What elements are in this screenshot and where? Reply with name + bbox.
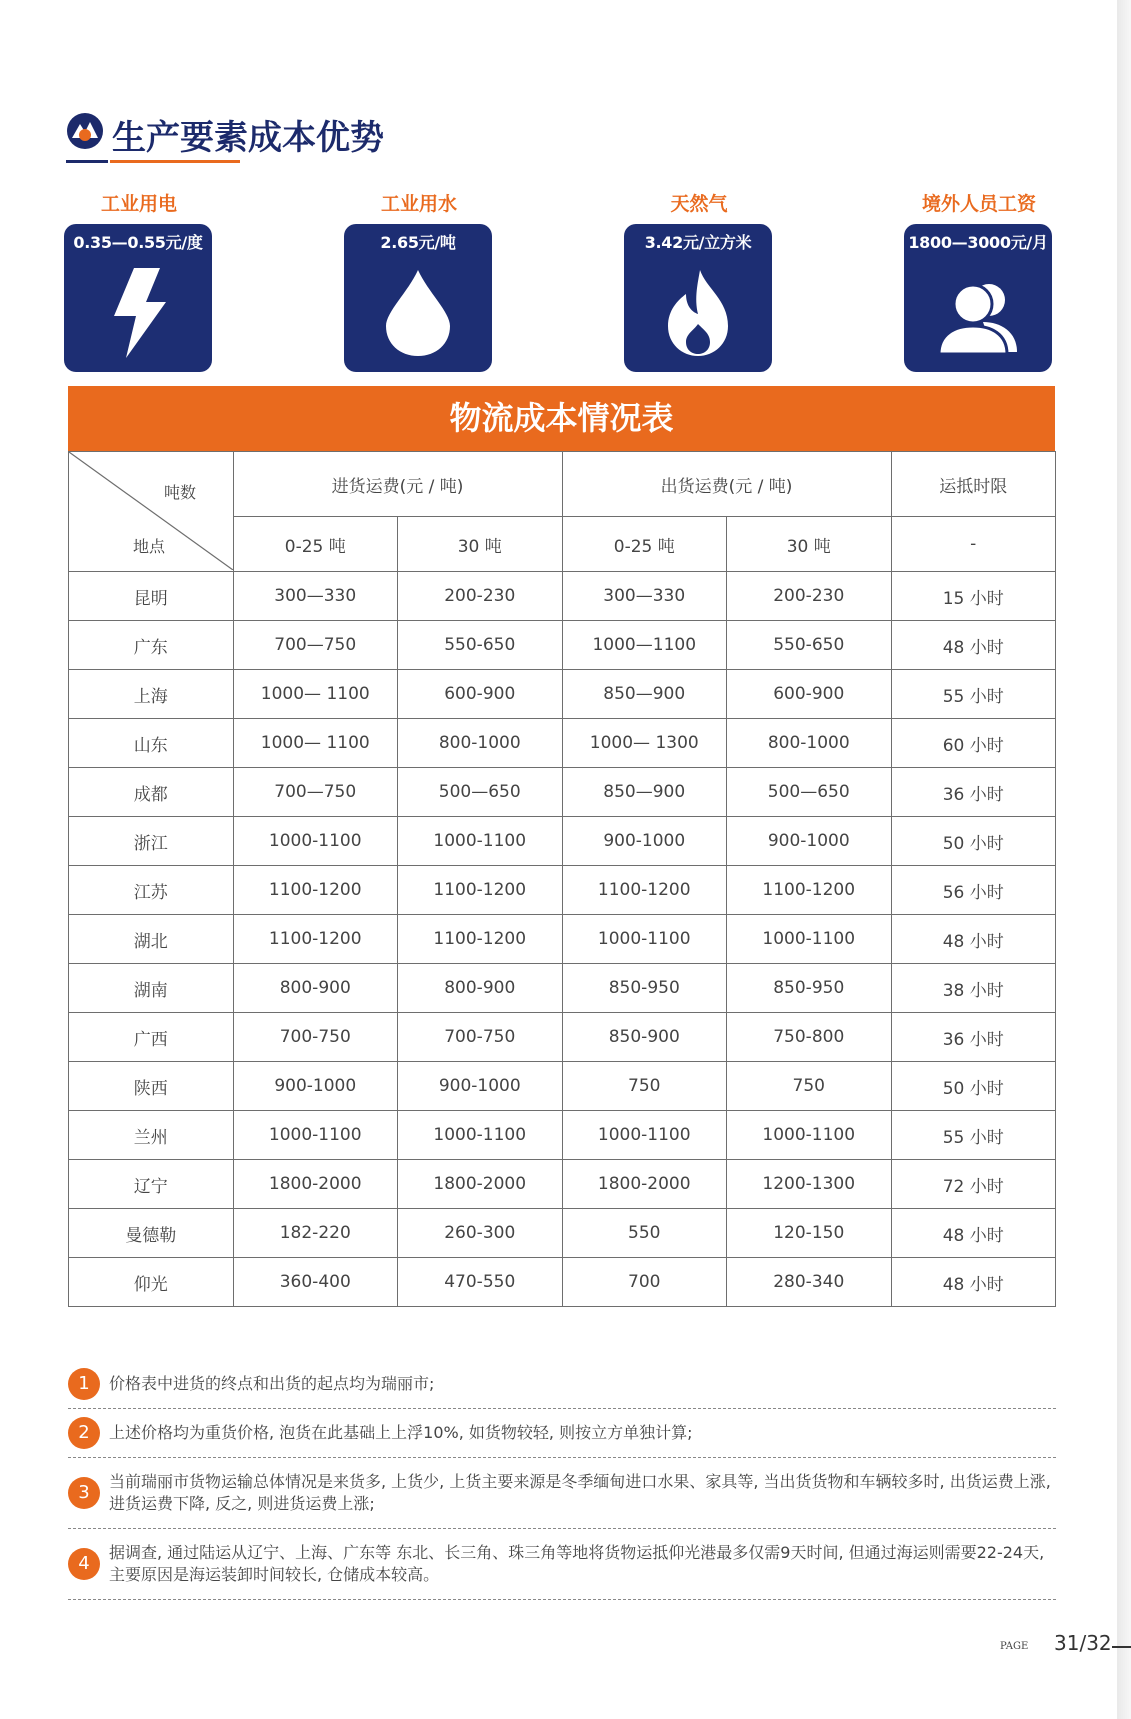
- table-cell: 700: [562, 1258, 727, 1307]
- location-cell: 曼德勒: [69, 1209, 234, 1258]
- corner-label-tonnage: 吨数: [164, 483, 197, 502]
- table-cell: 182-220: [233, 1209, 398, 1258]
- table-cell: 300—330: [233, 572, 398, 621]
- table-row: [69, 768, 1056, 817]
- table-cell: 36 小时: [891, 768, 1056, 817]
- table-row: [69, 670, 1056, 719]
- table-cell: 850—900: [562, 768, 727, 817]
- note-text: 价格表中进货的终点和出货的起点均为瑞丽市;: [109, 1374, 435, 1393]
- location-cell: 湖南: [69, 964, 234, 1013]
- table-title-band: [68, 386, 1055, 451]
- lightning-icon: [108, 268, 168, 358]
- table-cell: 750: [562, 1062, 727, 1111]
- table-cell: 550-650: [398, 621, 563, 670]
- card-value: 0.35—0.55元/度: [73, 233, 203, 252]
- location-cell: 上海: [69, 670, 234, 719]
- table-cell: 1800-2000: [233, 1160, 398, 1209]
- table-cell: 48 小时: [891, 915, 1056, 964]
- table-row: [69, 1160, 1056, 1209]
- card-label: 境外人员工资: [921, 193, 1036, 215]
- sub-header: -: [891, 517, 1056, 572]
- table-cell: 700-750: [233, 1013, 398, 1062]
- table-cell: 1100-1200: [562, 866, 727, 915]
- card-value: 1800—3000元/月: [908, 233, 1048, 252]
- table-cell: 1000-1100: [398, 817, 563, 866]
- table-cell: 1000-1100: [398, 1111, 563, 1160]
- note-item: [68, 1529, 1056, 1600]
- table-cell: 1000-1100: [233, 817, 398, 866]
- sub-header: 30 吨: [727, 517, 892, 572]
- table-cell: 600-900: [398, 670, 563, 719]
- card-gas: [624, 190, 774, 372]
- table-cell: 900-1000: [233, 1062, 398, 1111]
- table-cell: 700—750: [233, 768, 398, 817]
- table-cell: 1000— 1100: [233, 670, 398, 719]
- location-cell: 山东: [69, 719, 234, 768]
- table-cell: 550-650: [727, 621, 892, 670]
- table-cell: 1000— 1300: [562, 719, 727, 768]
- card-label: 工业用水: [380, 193, 457, 215]
- note-number-badge: 4: [68, 1548, 100, 1580]
- card-electricity: [64, 190, 214, 372]
- table-cell: 50 小时: [891, 1062, 1056, 1111]
- title-underline-accent: [110, 160, 240, 163]
- flame-icon: [662, 268, 734, 358]
- brand-logo-icon: [66, 112, 104, 150]
- location-cell: 广西: [69, 1013, 234, 1062]
- note-number-badge: 1: [68, 1368, 100, 1400]
- group-header: 出货运费(元 / 吨): [562, 452, 891, 517]
- table-cell: 850-900: [562, 1013, 727, 1062]
- cost-cards: [64, 190, 1064, 380]
- table-title: 物流成本情况表: [449, 399, 674, 437]
- table-cell: 38 小时: [891, 964, 1056, 1013]
- table-cell: 1000-1100: [727, 915, 892, 964]
- table-cell: 300—330: [562, 572, 727, 621]
- card-water: [344, 190, 494, 372]
- logistics-cost-table: [68, 451, 1056, 1307]
- table-cell: 600-900: [727, 670, 892, 719]
- table-row: [69, 817, 1056, 866]
- table-cell: 15 小时: [891, 572, 1056, 621]
- card-labor: [904, 190, 1054, 372]
- note-number-badge: 2: [68, 1417, 100, 1449]
- table-cell: 55 小时: [891, 670, 1056, 719]
- table-row: [69, 1013, 1056, 1062]
- location-cell: 成都: [69, 768, 234, 817]
- table-cell: 1100-1200: [727, 866, 892, 915]
- table-cell: 260-300: [398, 1209, 563, 1258]
- table-row: [69, 572, 1056, 621]
- sub-header: 30 吨: [398, 517, 563, 572]
- table-cell: 800-900: [398, 964, 563, 1013]
- table-cell: 36 小时: [891, 1013, 1056, 1062]
- table-cell: 200-230: [398, 572, 563, 621]
- table-cell: 1000-1100: [562, 1111, 727, 1160]
- card-label: 工业用电: [100, 193, 177, 215]
- table-cell: 60 小时: [891, 719, 1056, 768]
- table-cell: 800-1000: [398, 719, 563, 768]
- card-box: [624, 224, 772, 372]
- table-cell: 72 小时: [891, 1160, 1056, 1209]
- table-cell: 900-1000: [727, 817, 892, 866]
- table-row: [69, 621, 1056, 670]
- corner-label-location: 地点: [133, 537, 166, 556]
- note-item: [68, 1360, 1056, 1409]
- note-item: [68, 1409, 1056, 1458]
- table-cell: 1100-1200: [398, 866, 563, 915]
- location-cell: 湖北: [69, 915, 234, 964]
- table-cell: 1000-1100: [727, 1111, 892, 1160]
- table-cell: 800-900: [233, 964, 398, 1013]
- location-cell: 江苏: [69, 866, 234, 915]
- table-cell: 800-1000: [727, 719, 892, 768]
- location-cell: 浙江: [69, 817, 234, 866]
- water-drop-icon: [382, 268, 454, 358]
- table-cell: 280-340: [727, 1258, 892, 1307]
- location-cell: 陕西: [69, 1062, 234, 1111]
- notes-list: [68, 1360, 1056, 1600]
- table-cell: 56 小时: [891, 866, 1056, 915]
- table-header-row: [69, 452, 1056, 517]
- sub-header: 0-25 吨: [233, 517, 398, 572]
- table-cell: 750-800: [727, 1013, 892, 1062]
- table-cell: 1800-2000: [562, 1160, 727, 1209]
- table-cell: 1000—1100: [562, 621, 727, 670]
- table-cell: 700—750: [233, 621, 398, 670]
- location-cell: 昆明: [69, 572, 234, 621]
- table-cell: 48 小时: [891, 1209, 1056, 1258]
- table-cell: 1000-1100: [562, 915, 727, 964]
- table-cell: 1000-1100: [233, 1111, 398, 1160]
- footer-page-label: PAGE: [1000, 1641, 1029, 1652]
- table-cell: 470-550: [398, 1258, 563, 1307]
- people-icon: [933, 278, 1023, 358]
- table-row: [69, 964, 1056, 1013]
- note-item: [68, 1458, 1056, 1529]
- card-label: 天然气: [670, 193, 728, 215]
- card-value: 3.42元/立方米: [644, 233, 752, 252]
- table-cell: 360-400: [233, 1258, 398, 1307]
- table-cell: 48 小时: [891, 1258, 1056, 1307]
- table-cell: 200-230: [727, 572, 892, 621]
- table-cell: 1800-2000: [398, 1160, 563, 1209]
- table-row: [69, 719, 1056, 768]
- table-cell: 850-950: [727, 964, 892, 1013]
- footer-dash: [1112, 1646, 1131, 1648]
- location-cell: 广东: [69, 621, 234, 670]
- table-cell: 120-150: [727, 1209, 892, 1258]
- table-cell: 1100-1200: [233, 866, 398, 915]
- table-cell: 700-750: [398, 1013, 563, 1062]
- card-box: [904, 224, 1052, 372]
- title-underline: [66, 160, 108, 163]
- table-cell: 1200-1300: [727, 1160, 892, 1209]
- table-cell: 1100-1200: [233, 915, 398, 964]
- table-cell: 500—650: [727, 768, 892, 817]
- table-cell: 1000— 1100: [233, 719, 398, 768]
- table-row: [69, 1258, 1056, 1307]
- table-cell: 500—650: [398, 768, 563, 817]
- table-row: [69, 1209, 1056, 1258]
- note-number-badge: 3: [68, 1477, 100, 1509]
- table-cell: 850—900: [562, 670, 727, 719]
- note-text: 上述价格均为重货价格, 泡货在此基础上上浮10%, 如货物较轻, 则按立方单独计算;: [109, 1423, 693, 1442]
- table-cell: 50 小时: [891, 817, 1056, 866]
- location-cell: 辽宁: [69, 1160, 234, 1209]
- location-cell: 兰州: [69, 1111, 234, 1160]
- table-cell: 900-1000: [398, 1062, 563, 1111]
- card-value: 2.65元/吨: [380, 233, 456, 252]
- sub-header: 0-25 吨: [562, 517, 727, 572]
- table-row: [69, 1111, 1056, 1160]
- location-cell: 仰光: [69, 1258, 234, 1307]
- table-cell: 550: [562, 1209, 727, 1258]
- table-cell: 750: [727, 1062, 892, 1111]
- table-row: [69, 1062, 1056, 1111]
- table-cell: 48 小时: [891, 621, 1056, 670]
- table-cell: 1100-1200: [398, 915, 563, 964]
- table-cell: 55 小时: [891, 1111, 1056, 1160]
- table-corner-cell: [69, 452, 234, 572]
- card-box: [344, 224, 492, 372]
- page-edge: [1117, 0, 1131, 1719]
- footer-page-number: 31/32: [1054, 1631, 1112, 1655]
- table-row: [69, 915, 1056, 964]
- group-header: 进货运费(元 / 吨): [233, 452, 562, 517]
- card-box: [64, 224, 212, 372]
- group-header: 运抵时限: [891, 452, 1056, 517]
- table-cell: 900-1000: [562, 817, 727, 866]
- note-text: 当前瑞丽市货物运输总体情况是来货多, 上货少, 上货主要来源是冬季缅甸进口水果、家具等, 当出货货物和车辆较多时, 出货运费上涨, 进货运费下降, 反之, 则进货运费上涨;: [109, 1472, 1051, 1513]
- note-text: 据调查, 通过陆运从辽宁、上海、广东等 东北、长三角、珠三角等地将货物运抵仰光港最多仅需9天时间, 但通过海运则需要22-24天, 主要原因是海运装卸时间较长, 仓储成本较高。: [109, 1543, 1045, 1584]
- table-row: [69, 866, 1056, 915]
- page-title: 生产要素成本优势: [112, 118, 384, 158]
- table-cell: 850-950: [562, 964, 727, 1013]
